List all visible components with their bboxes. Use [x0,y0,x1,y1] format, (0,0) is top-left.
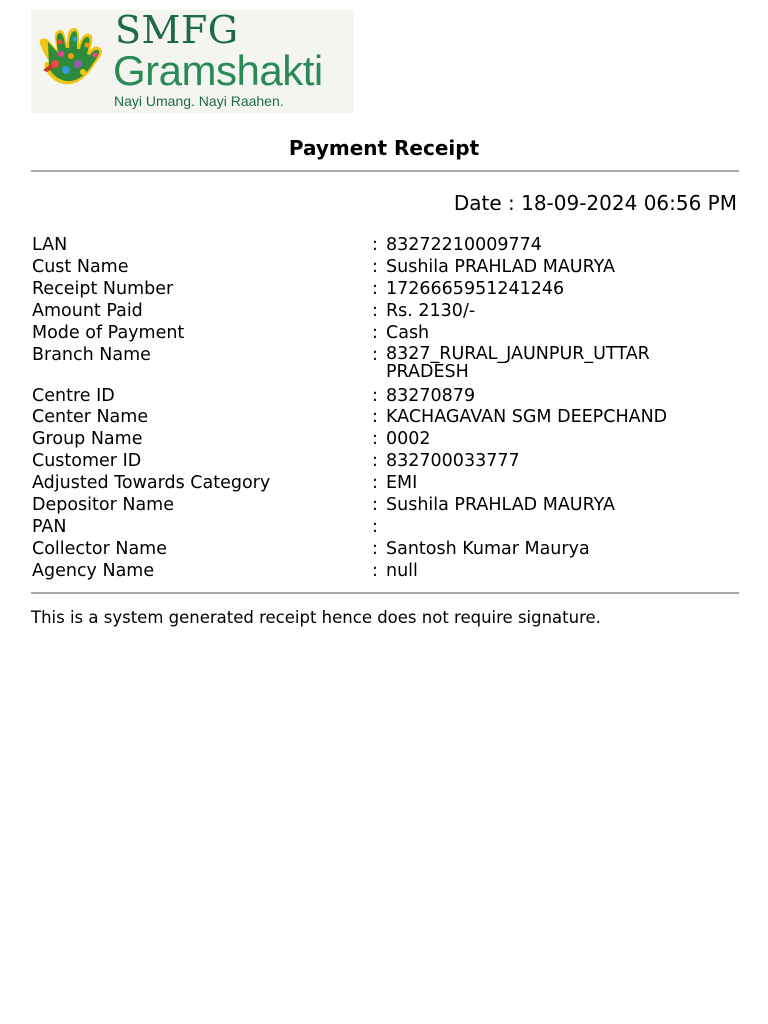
detail-value: 83270879 [386,385,476,406]
detail-row-adjusted-category [32,473,738,495]
detail-row-cust-name [32,257,738,279]
brand-top-text: SMFG [115,8,239,52]
detail-value: KACHAGAVAN SGM DEEPCHAND [386,407,668,428]
detail-colon: : [372,385,378,406]
detail-colon: : [372,538,378,559]
detail-value: 8327_RURAL_JAUNPUR_UTTAR PRADESH [386,343,650,382]
detail-row-customer-id [32,451,738,473]
detail-value: Sushila PRAHLAD MAURYA [386,256,615,277]
detail-value [386,517,738,539]
colorful-hand-icon [33,24,107,90]
detail-row-amount-paid [32,301,738,323]
detail-row-lan [32,235,738,257]
detail-colon: : [372,451,378,472]
detail-row-mode-of-payment [32,323,738,345]
detail-row-group-name [32,429,738,451]
detail-label: Agency Name [32,560,155,581]
detail-colon: : [372,473,378,494]
company-logo [31,10,354,113]
detail-label: Center Name [32,407,149,428]
page-title: Payment Receipt [288,136,480,160]
detail-row-agency-name [32,561,738,583]
detail-row-branch-name [32,345,738,386]
divider-bottom [31,592,739,594]
detail-label: Branch Name [32,344,151,365]
detail-colon: : [372,256,378,277]
detail-value: Santosh Kumar Maurya [386,538,590,559]
detail-row-centre-id [32,386,738,408]
system-generated-note: This is a system generated receipt hence does not require signature. [31,608,601,627]
detail-value: Rs. 2130/- [386,300,476,321]
detail-colon: : [372,278,378,299]
detail-colon: : [372,322,378,343]
detail-label: PAN [32,516,67,537]
detail-value: EMI [386,473,418,494]
detail-label: Mode of Payment [32,322,185,343]
detail-label: Centre ID [32,385,115,406]
detail-colon: : [372,429,378,450]
detail-colon: : [372,407,378,428]
detail-label: Receipt Number [32,278,174,299]
receipt-details [32,235,738,583]
detail-colon: : [372,300,378,321]
detail-colon: : [372,495,378,516]
detail-value: Cash [386,322,430,343]
detail-value: 1726665951241246 [386,278,565,299]
brand-tagline: Nayi Umang. Nayi Raahen. [114,93,284,109]
detail-colon: : [372,516,378,537]
detail-row-receipt-number [32,279,738,301]
detail-row-pan [32,517,738,539]
detail-label: Customer ID [32,451,142,472]
detail-colon: : [372,344,378,365]
detail-label: Depositor Name [32,495,174,516]
detail-value: Sushila PRAHLAD MAURYA [386,495,615,516]
detail-label: Cust Name [32,256,129,277]
divider-top [31,170,739,172]
detail-row-collector-name [32,539,738,561]
brand-name-text: Gramshakti [113,47,323,94]
detail-colon: : [372,560,378,581]
detail-label: Group Name [32,429,143,450]
detail-colon: : [372,235,378,255]
detail-value: 0002 [386,429,431,450]
detail-value: 83272210009774 [386,235,542,255]
detail-row-depositor-name [32,495,738,517]
detail-label: Adjusted Towards Category [32,473,271,494]
detail-label: LAN [32,235,68,255]
detail-label: Collector Name [32,538,167,559]
detail-value: 832700033777 [386,451,520,472]
detail-label: Amount Paid [32,300,143,321]
detail-value: null [386,560,418,581]
receipt-date: Date : 18-09-2024 06:56 PM [453,191,737,215]
detail-row-center-name [32,407,738,429]
